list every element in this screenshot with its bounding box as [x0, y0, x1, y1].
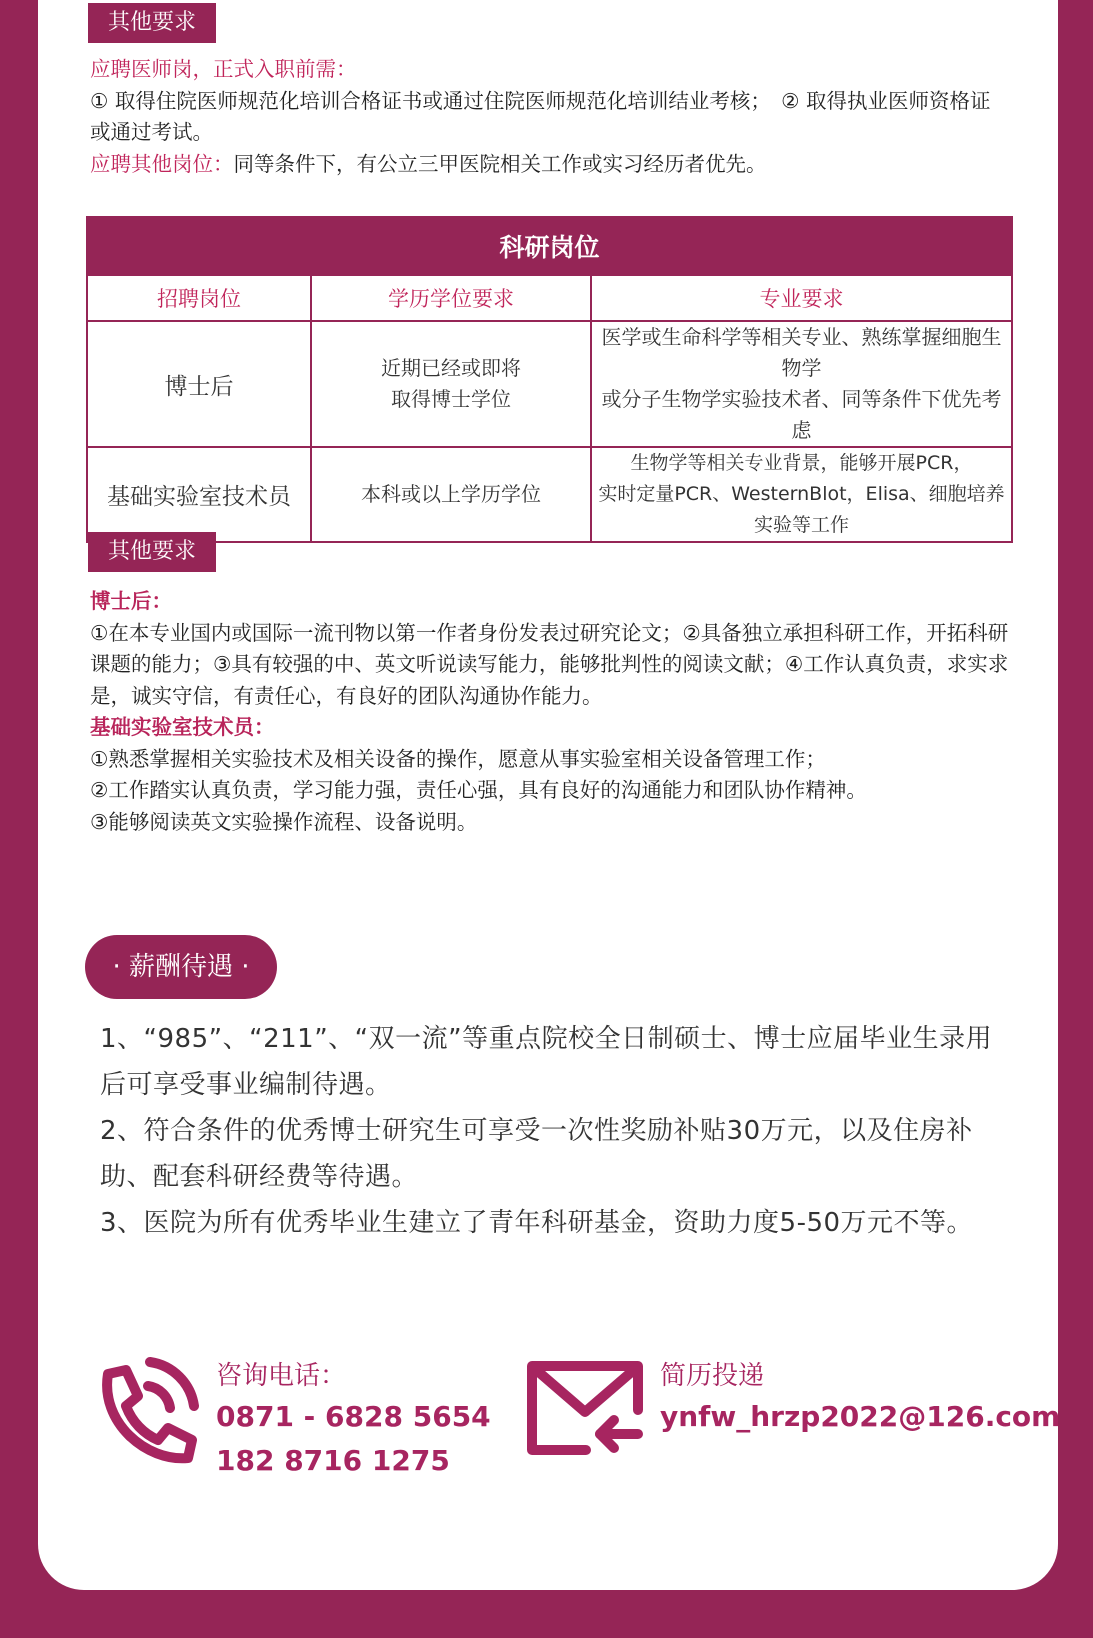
- other-requirements-tag-2: 其他要求: [88, 532, 216, 572]
- major-line: 生物学等相关专业背景，能够开展PCR，: [630, 452, 973, 474]
- other-requirements-tag: 其他要求: [88, 3, 216, 43]
- email-address[interactable]: ynfw_hrzp2022@126.com: [660, 1400, 1061, 1433]
- technician-label: 基础实验室技术员：: [90, 715, 275, 739]
- education-line: 近期已经或即将: [381, 356, 521, 380]
- table-title: 科研岗位: [87, 217, 1012, 275]
- phone-icon: [86, 1356, 202, 1472]
- table-row: [87, 447, 1012, 542]
- row-major: [591, 447, 1012, 542]
- phone-label: 咨询电话：: [216, 1361, 347, 1391]
- education-line: 本科或以上学历学位: [361, 482, 541, 506]
- row-education: [311, 321, 591, 447]
- other-positions-line: [90, 149, 1010, 181]
- row-position: 基础实验室技术员: [87, 447, 311, 542]
- doctor-requirements: [90, 54, 1010, 180]
- technician-item: ②工作踏实认真负责，学习能力强，责任心强，具有良好的沟通能力和团队协作精神。: [90, 778, 867, 802]
- research-requirements: [90, 586, 1010, 838]
- salary-item: 1、“985”、“211”、“双一流”等重点院校全日制硕士、博士应届毕业生录用后可享受事业编制待遇。: [100, 1024, 993, 1100]
- row-major: [591, 321, 1012, 447]
- salary-list: [100, 1016, 1015, 1246]
- other-positions-text: 同等条件下，有公立三甲医院相关工作或实习经历者优先。: [233, 151, 767, 176]
- salary-title-pill: · 薪酬待遇 ·: [85, 935, 277, 999]
- row-education: [311, 447, 591, 542]
- postdoc-label: 博士后：: [90, 589, 172, 613]
- header-major: 专业要求: [591, 275, 1012, 321]
- row-position: 博士后: [87, 321, 311, 447]
- phone-number-2[interactable]: 182 8716 1275: [216, 1444, 450, 1477]
- major-line: 医学或生命科学等相关专业、熟练掌握细胞生物学: [601, 325, 1002, 380]
- major-line: 或分子生物学实验技术者、同等条件下优先考虑: [601, 387, 1002, 442]
- header-education: 学历学位要求: [311, 275, 591, 321]
- salary-item: 3、医院为所有优秀毕业生建立了青年科研基金，资助力度5-50万元不等。: [100, 1208, 974, 1238]
- technician-item: ③能够阅读英文实验操作流程、设备说明。: [90, 809, 478, 834]
- header-position: 招聘岗位: [87, 275, 311, 321]
- research-positions-table: [86, 216, 1013, 543]
- major-line: 实时定量PCR、WesternBlot，Elisa、细胞培养实验等工作: [598, 483, 1005, 536]
- salary-item: 2、符合条件的优秀博士研究生可享受一次性奖励补贴30万元，以及住房补助、配套科研经费等待遇。: [100, 1116, 973, 1192]
- other-positions-label: 应聘其他岗位：: [90, 151, 234, 176]
- postdoc-text: ①在本专业国内或国际一流刊物以第一作者身份发表过研究论文；②具备独立承担科研工作，开拓科研课题的能力；③具有较强的中、英文听说读写能力，能够批判性的阅读文献；④工作认真负责，求实求是，诚实守信，有责任心，有良好的团队沟通协作能力。: [90, 620, 1009, 708]
- phone-number-1[interactable]: 0871 - 6828 5654: [216, 1400, 491, 1433]
- technician-item: ①熟悉掌握相关实验技术及相关设备的操作，愿意从事实验室相关设备管理工作；: [90, 746, 826, 771]
- mail-icon: [526, 1360, 644, 1456]
- doctor-requirements-text: ① 取得住院医师规范化培训合格证书或通过住院医师规范化培训结业考核； ② 取得执业医师资格证或通过考试。: [90, 88, 991, 144]
- email-label: 简历投递: [660, 1361, 765, 1391]
- education-line: 取得博士学位: [391, 387, 511, 411]
- doctor-requirements-label: 应聘医师岗，正式入职前需：: [90, 57, 357, 81]
- table-row: [87, 321, 1012, 447]
